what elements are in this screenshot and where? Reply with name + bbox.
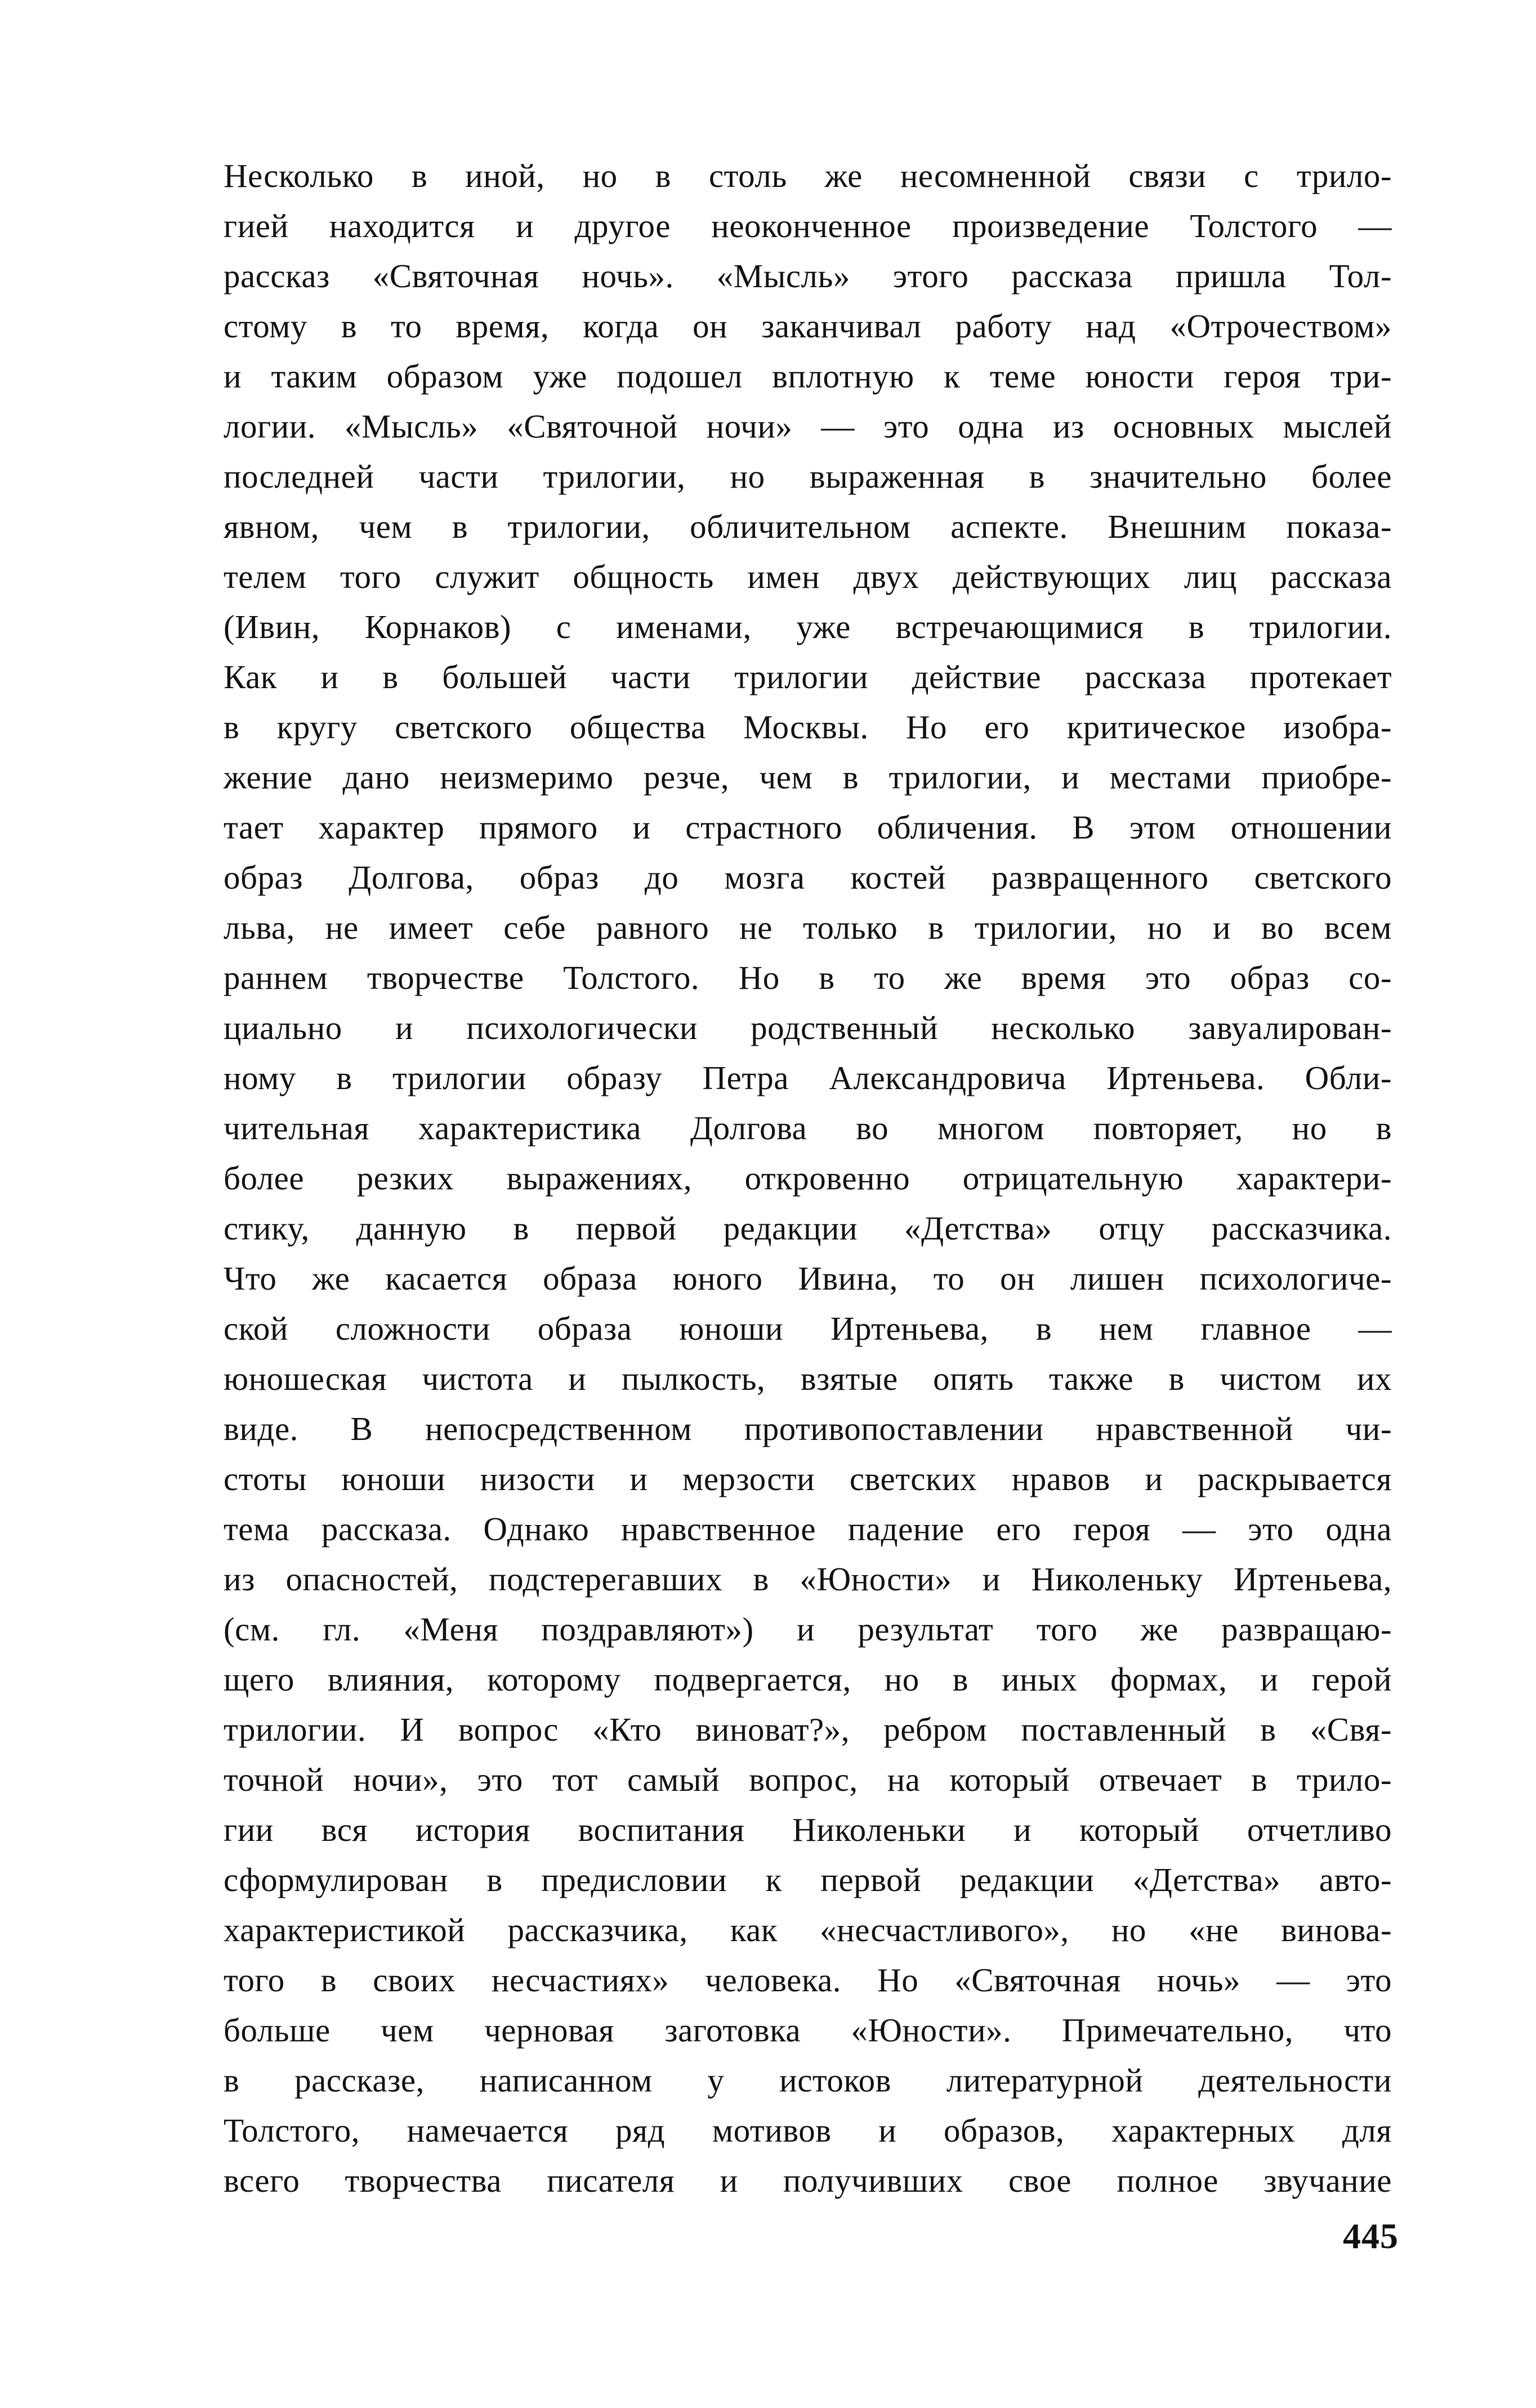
text-line: телем того служит общность имен двух действующих лиц рассказа <box>224 558 1392 595</box>
text-line: чительная характеристика Долгова во многом повторяет, но в <box>224 1109 1392 1147</box>
text-line: характеристикой рассказчика, как «несчастливого», но «не винова- <box>224 1911 1392 1948</box>
page-number: 445 <box>1343 2216 1399 2256</box>
text-line: последней части трилогии, но выраженная в значительно более <box>224 458 1392 495</box>
text-line: образ Долгова, образ до мозга костей развращенного светского <box>224 859 1392 896</box>
text-line: жение дано неизмеримо резче, чем в трилогии, и местами приобре- <box>224 759 1392 796</box>
text-line: ской сложности образа юноши Иртеньева, в нем главное — <box>224 1310 1392 1347</box>
text-line: явном, чем в трилогии, обличительном аспекте. Внешним показа- <box>224 508 1392 545</box>
text-line: раннем творчестве Толстого. Но в то же время это образ со- <box>224 959 1392 996</box>
text-line: гией находится и другое неоконченное произведение Толстого — <box>224 207 1392 244</box>
text-line: стику, данную в первой редакции «Детства» отцу рассказчика. <box>224 1210 1392 1247</box>
text-line: трилогии. И вопрос «Кто виноват?», ребром поставленный в «Свя- <box>224 1711 1392 1748</box>
text-line: и таким образом уже подошел вплотную к теме юности героя три- <box>224 358 1392 395</box>
text-line: стому в то время, когда он заканчивал работу над «Отрочеством» <box>224 307 1392 345</box>
text-line: рассказ «Святочная ночь». «Мысль» этого рассказа пришла Тол- <box>224 257 1392 295</box>
text-line: циально и психологически родственный несколько завуалирован- <box>224 1009 1392 1046</box>
text-line: логии. «Мысль» «Святочной ночи» — это одна из основных мыслей <box>224 408 1392 445</box>
text-line: щего влияния, которому подвергается, но в иных формах, и герой <box>224 1661 1392 1698</box>
paragraph-2 <box>157 652 1392 2206</box>
text-line: больше чем черновая заготовка «Юности». Примечательно, что <box>224 2012 1392 2049</box>
text-line: Как и в большей части трилогии действие рассказа протекает <box>224 658 1392 695</box>
text-line: Несколько в иной, но в столь же несомненной связи с трило- <box>224 157 1392 194</box>
text-line: Толстого, намечается ряд мотивов и образов, характерных для <box>224 2112 1392 2149</box>
body-text <box>157 151 1392 2206</box>
text-line: тает характер прямого и страстного обличения. В этом отношении <box>224 809 1392 846</box>
text-line: того в своих несчастиях» человека. Но «Святочная ночь» — это <box>224 1961 1392 1999</box>
text-line: стоты юноши низости и мерзости светских нравов и раскрывается <box>224 1460 1392 1497</box>
text-line: гии вся история воспитания Николеньки и который отчетливо <box>224 1811 1392 1848</box>
text-line: (Ивин, Корнаков) с именами, уже встречающимися в трилогии. <box>224 608 1392 645</box>
text-line: юношеская чистота и пылкость, взятые опять также в чистом их <box>224 1360 1392 1397</box>
text-line: льва, не имеет себе равного не только в трилогии, но и во всем <box>224 909 1392 946</box>
text-line: всего творчества писателя и получивших свое полное звучание <box>224 2162 1392 2199</box>
text-line: более резких выражениях, откровенно отрицательную характери- <box>224 1160 1392 1197</box>
text-line: (см. гл. «Меня поздравляют») и результат того же развращаю- <box>224 1611 1392 1648</box>
text-line: в рассказе, написанном у истоков литературной деятельности <box>224 2062 1392 2099</box>
paragraph-1 <box>157 151 1392 652</box>
text-line: в кругу светского общества Москвы. Но его критическое изобра- <box>224 708 1392 746</box>
text-line: точной ночи», это тот самый вопрос, на который отвечает в трило- <box>224 1761 1392 1798</box>
text-line: виде. В непосредственном противопоставлении нравственной чи- <box>224 1410 1392 1447</box>
text-line: Что же касается образа юного Ивина, то он лишен психологиче- <box>224 1260 1392 1297</box>
text-line: тема рассказа. Однако нравственное падение его героя — это одна <box>224 1510 1392 1548</box>
text-line: ному в трилогии образу Петра Александровича Иртеньева. Обли- <box>224 1059 1392 1096</box>
text-line: сформулирован в предисловии к первой редакции «Детства» авто- <box>224 1861 1392 1898</box>
text-line: из опасностей, подстерегавших в «Юности» и Николеньку Иртеньева, <box>224 1560 1392 1598</box>
